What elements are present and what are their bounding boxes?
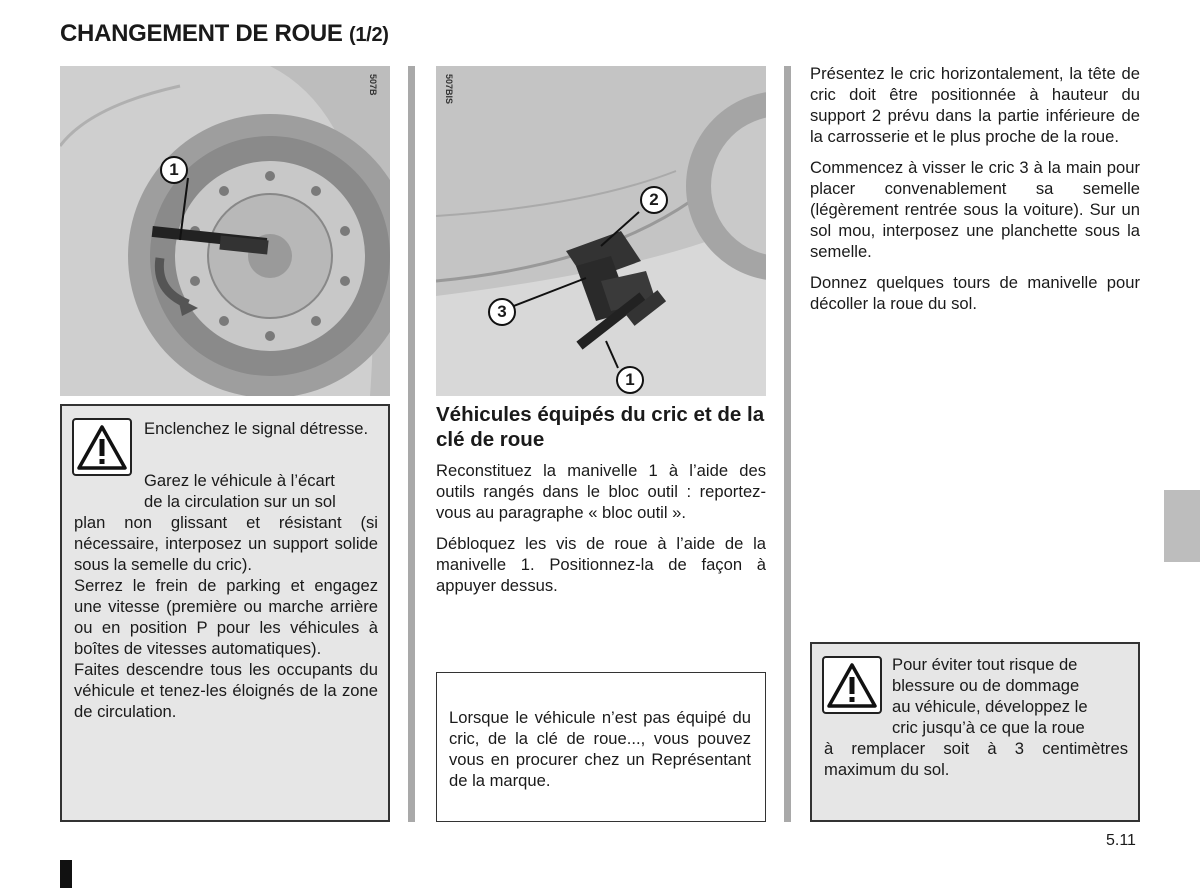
page-title-text: CHANGEMENT DE ROUE: [60, 20, 343, 47]
warning-text-2a: Garez le véhicule à l’écart: [144, 471, 335, 490]
wheel-illustration: [60, 66, 390, 396]
warning-text-3: Serrez le frein de parking et engagez une vitesse (première ou marche arrière ou en position P pour les véhicules à boîtes de vitesses automatiques).: [74, 576, 378, 658]
warning-text-2b: de la circulation sur un sol: [144, 492, 336, 511]
right-text-2: Commencez à visser le cric 3 à la main pour placer convenablement sa semelle (légèrement rentrée sous la voiture). Sur un sol mou, interposez une planchette sous la semelle.: [810, 158, 1140, 261]
section-tab: [1164, 490, 1200, 562]
column-separator: [784, 66, 791, 822]
warning-triangle-icon: [822, 656, 882, 714]
right-text-1: Présentez le cric horizontalement, la tête de cric doit être positionnée à hauteur du support 2 prévu dans la partie inférieure de la carrosserie et le plus proche de la roue.: [810, 64, 1140, 146]
warning-text-rest: [74, 512, 378, 722]
right-warning-line3: au véhicule, développez le: [892, 697, 1088, 716]
right-text-3: Donnez quelques tours de manivelle pour décoller la roue du sol.: [810, 273, 1140, 313]
callout-1: 1: [160, 156, 188, 184]
wheel-photo: [60, 66, 390, 396]
right-warning-box: [810, 642, 1140, 822]
page-number: 5.11: [1106, 832, 1136, 849]
middle-text: [436, 460, 766, 596]
figure-code: 507ВIS: [444, 74, 454, 105]
warning-text-4: Faites descendre tous les occupants du véhicule et tenez-les éloignés de la zone de circulation.: [74, 660, 378, 721]
page-title-part: (1/2): [349, 24, 389, 46]
column-separator: [408, 66, 415, 822]
left-warning-box: [60, 404, 390, 822]
warning-text-1: Enclenchez le signal détresse.: [144, 419, 369, 438]
callout-1: 1: [616, 366, 644, 394]
note-box: [436, 672, 766, 822]
callout-3: 3: [488, 298, 516, 326]
right-warning-line4: cric jusqu’à ce que la roue: [892, 718, 1085, 737]
page-title: [60, 20, 389, 48]
callout-2: 2: [640, 186, 668, 214]
jack-illustration: [436, 66, 766, 396]
warning-text-2c: plan non glissant et résistant (si nécessaire, interposez un support solide sous la semelle du cric).: [74, 513, 378, 574]
note-text: Lorsque le véhicule n’est pas équipé du cric, de la clé de roue..., vous pouvez vous en procurer chez un Représentant de la marque.: [449, 708, 751, 790]
page-edge-mark: [60, 860, 72, 888]
jack-photo: [436, 66, 766, 396]
right-warning-line2: blessure ou de dommage: [892, 676, 1080, 695]
middle-text-2: Débloquez les vis de roue à l’aide de la manivelle 1. Positionnez-la de façon à appuyer dessus.: [436, 534, 766, 595]
right-text: [810, 63, 1140, 314]
figure-code: 507B: [368, 74, 378, 96]
middle-text-1: Reconstituez la manivelle 1 à l’aide des outils rangés dans le bloc outil : reportez-vous au paragraphe « bloc outil ».: [436, 461, 766, 522]
section-heading: Véhicules équipés du cric et de la clé de roue: [436, 403, 765, 451]
warning-triangle-icon: [72, 418, 132, 476]
right-warning-line1: Pour éviter tout risque de: [892, 655, 1078, 674]
right-warning-rest: à remplacer soit à 3 centimètres maximum du sol.: [824, 739, 1128, 779]
